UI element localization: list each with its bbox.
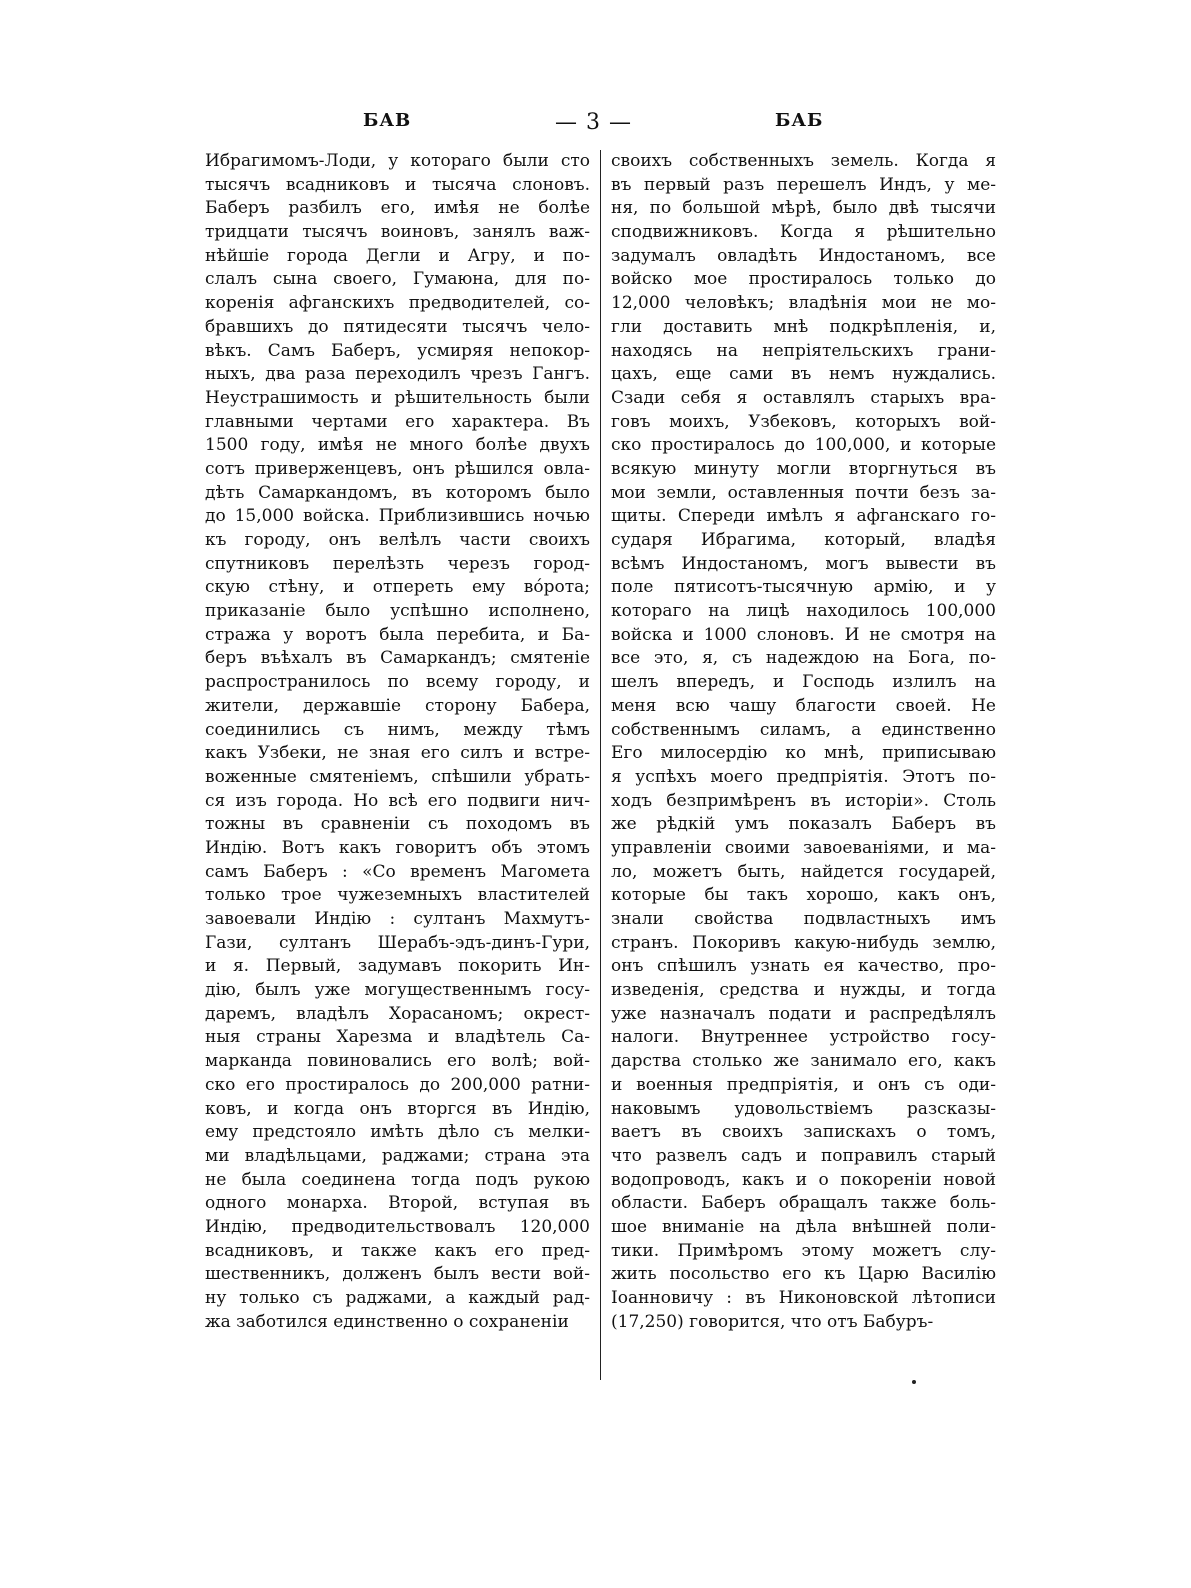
text-line: ныхъ, два раза переходилъ чрезъ Гангъ.: [205, 364, 590, 385]
text-line: дѣть Самаркандомъ, въ которомъ было: [205, 482, 590, 503]
text-line: наковымъ удовольствіемъ разсказы-: [611, 1098, 996, 1119]
text-line: налоги. Внутреннее устройство госу-: [611, 1027, 996, 1048]
text-line: самъ Баберъ : «Со временъ Магомета: [205, 861, 590, 882]
text-line: сподвижниковъ. Когда я рѣшительно: [611, 222, 996, 243]
text-line: Баберъ разбилъ его, имѣя не болѣе: [205, 198, 590, 219]
text-line: я успѣхъ моего предпріятія. Этотъ по-: [611, 766, 996, 787]
text-line: говъ моихъ, Узбековъ, которыхъ вой-: [611, 411, 996, 432]
text-line: ло, можетъ быть, найдется государей,: [611, 861, 996, 882]
text-line: онъ спѣшилъ узнать ея качество, про-: [611, 956, 996, 977]
text-line: изведенія, средства и нужды, и тогда: [611, 980, 996, 1001]
text-line: шелъ впередъ, и Господь излилъ на: [611, 672, 996, 693]
text-line: щиты. Спереди имѣлъ я афганскаго го-: [611, 506, 996, 527]
text-line: ему предстояло имѣть дѣло съ мелки-: [205, 1122, 590, 1143]
text-line: ныя страны Харезма и владѣтель Са-: [205, 1027, 590, 1048]
text-line: 12,000 человѣкъ; владѣнія мои не мо-: [611, 293, 996, 314]
text-line: Индію. Вотъ какъ говоритъ объ этомъ: [205, 837, 590, 858]
text-line: которые бы такъ хорошо, какъ онъ,: [611, 885, 996, 906]
text-line: уже назначалъ подати и распредѣлялъ: [611, 1003, 996, 1024]
text-line: скую стѣну, и отпереть ему вóрота;: [205, 577, 590, 598]
text-line: же рѣдкій умъ показалъ Баберъ въ: [611, 814, 996, 835]
text-line: Ибрагимомъ-Лоди, у котораго были сто: [205, 151, 590, 171]
text-line: ня, по большой мѣрѣ, было двѣ тысячи: [611, 198, 996, 219]
text-line: не была соединена тогда подъ рукою: [205, 1169, 590, 1190]
text-line: распространилось по всему городу, и: [205, 672, 590, 693]
text-line: какъ Узбеки, не зная его силъ и встре-: [205, 743, 590, 764]
text-line: всѣмъ Индостаномъ, могъ вывести въ: [611, 553, 996, 574]
text-line: жа заботился единственно о сохраненіи: [205, 1311, 569, 1332]
page-header: [205, 110, 995, 140]
text-line: странъ. Покоривъ какую-нибудь землю,: [611, 932, 996, 953]
text-line: жители, державшіе сторону Бабера,: [205, 695, 590, 716]
text-line: находясь на непріятельскихъ грани-: [611, 340, 996, 361]
text-line: (17,250) говорится, что отъ Бабуръ-: [611, 1311, 934, 1332]
text-line: войска и 1000 слоновъ. И не смотря на: [611, 624, 996, 645]
text-line: спутниковъ перелѣзть черезъ город-: [205, 553, 590, 574]
text-line: тожны въ сравненіи съ походомъ въ: [205, 814, 590, 835]
text-line: войско мое простиралось только до: [611, 269, 996, 290]
text-line: 1500 году, имѣя не много болѣе двухъ: [205, 435, 590, 456]
text-line: главными чертами его характера. Въ: [205, 411, 590, 432]
text-line: поле пятисотъ-тысячную армію, и у: [611, 577, 996, 598]
text-line: одного монарха. Второй, вступая въ: [205, 1193, 590, 1214]
text-columns: [205, 150, 995, 1390]
text-line: стража у воротъ была перебита, и Ба-: [205, 624, 590, 645]
text-line: управленіи своими завоеваніями, и ма-: [611, 837, 996, 858]
text-line: до 15,000 войска. Приблизившись ночью: [205, 506, 590, 527]
text-line: приказаніе было успѣшно исполнено,: [205, 601, 590, 622]
text-line: дію, былъ уже могущественнымъ госу-: [205, 980, 590, 1001]
text-line: сотъ приверженцевъ, онъ рѣшился овла-: [205, 458, 590, 479]
text-line: только трое чужеземныхъ властителей: [205, 885, 590, 906]
text-line: ско его простиралось до 200,000 ратни-: [205, 1074, 590, 1095]
text-line: области. Баберъ обращалъ также боль-: [611, 1193, 996, 1214]
text-line: котораго на лицѣ находилось 100,000: [611, 601, 996, 622]
text-line: коренія афганскихъ предводителей, со-: [205, 293, 590, 314]
text-line: собственнымъ силамъ, а единственно: [611, 719, 996, 740]
text-line: къ городу, онъ велѣлъ части своихъ: [205, 530, 590, 550]
text-line: беръ въѣхалъ въ Самаркандъ; смятеніе: [205, 648, 590, 669]
text-line: даремъ, владѣлъ Хорасаномъ; окрест-: [205, 1003, 590, 1024]
text-line: все это, я, съ надеждою на Бога, по-: [611, 648, 996, 669]
page-number: — 3 —: [555, 110, 632, 135]
text-line: всадниковъ, и также какъ его пред-: [205, 1240, 590, 1261]
text-line: ковъ, и когда онъ вторгся въ Индію,: [205, 1098, 590, 1119]
text-line: знали свойства подвластныхъ имъ: [611, 909, 996, 929]
text-line: Индію, предводительствовалъ 120,000: [205, 1216, 590, 1237]
text-line: жить посольство его къ Царю Василію: [611, 1264, 996, 1285]
text-line: своихъ собственныхъ земель. Когда я: [611, 151, 996, 171]
text-line: цахъ, еще сами въ немъ нуждались.: [611, 364, 996, 385]
text-line: задумалъ овладѣть Индостаномъ, все: [611, 245, 996, 266]
column-divider: [600, 150, 601, 1380]
text-line: Гази, султанъ Шерабъ-эдъ-динъ-Гури,: [205, 932, 590, 953]
text-line: меня всю чашу благости своей. Не: [611, 695, 996, 716]
text-line: завоевали Индію : султанъ Махмутъ-: [205, 909, 590, 929]
header-right-catchword: БАБ: [775, 110, 824, 131]
text-line: тысячъ всадниковъ и тысяча слоновъ.: [205, 174, 590, 195]
text-line: Іоанновичу : въ Никоновской лѣтописи: [611, 1288, 996, 1308]
text-line: тики. Примѣромъ этому можетъ слу-: [611, 1240, 996, 1261]
text-line: слалъ сына своего, Гумаюна, для по-: [205, 269, 590, 290]
text-line: всякую минуту могли вторгнуться въ: [611, 458, 996, 479]
text-line: водопроводъ, какъ и о покореніи новой: [611, 1169, 996, 1190]
text-line: и я. Первый, задумавъ покорить Ин-: [205, 956, 590, 977]
text-line: мои земли, оставленныя почти безъ за-: [611, 482, 996, 503]
text-line: ходъ безпримѣренъ въ исторіи». Столь: [611, 790, 996, 811]
text-line: Неустрашимость и рѣшительность были: [205, 387, 590, 408]
text-line: ся изъ города. Но всѣ его подвиги нич-: [205, 790, 590, 811]
text-line: ваетъ въ своихъ запискахъ о томъ,: [611, 1122, 996, 1143]
header-left-catchword: БАВ: [363, 110, 412, 131]
text-line: ско простиралось до 100,000, и которые: [611, 435, 996, 456]
text-line: шое вниманіе на дѣла внѣшней поли-: [611, 1216, 996, 1237]
text-line: вѣкъ. Самъ Баберъ, усмиряя непокор-: [205, 340, 590, 361]
text-line: тридцати тысячъ воиновъ, занялъ важ-: [205, 222, 590, 243]
text-line: нѣйшіе города Дегли и Агру, и по-: [205, 245, 590, 266]
text-line: бравшихъ до пятидесяти тысячъ чело-: [205, 316, 590, 337]
text-line: воженные смятеніемъ, спѣшили убрать-: [205, 766, 590, 787]
text-line: соединились съ нимъ, между тѣмъ: [205, 719, 590, 740]
text-line: Его милосердію ко мнѣ, приписываю: [611, 743, 996, 764]
text-line: марканда повиновались его волѣ; вой-: [205, 1051, 590, 1072]
text-line: гли доставить мнѣ подкрѣпленія, и,: [611, 316, 996, 337]
stray-dot-mark: [912, 1380, 916, 1384]
text-line: что развелъ садъ и поправилъ старый: [611, 1145, 996, 1166]
text-line: ми владѣльцами, раджами; страна эта: [205, 1145, 590, 1166]
text-line: и военныя предпріятія, и онъ съ оди-: [611, 1074, 996, 1095]
text-line: дарства столько же занимало его, какъ: [611, 1051, 996, 1072]
text-line: Сзади себя я оставлялъ старыхъ вра-: [611, 387, 996, 408]
right-column: [611, 150, 996, 1334]
text-line: сударя Ибрагима, который, владѣя: [611, 530, 996, 550]
text-line: шественникъ, долженъ былъ вести вой-: [205, 1264, 590, 1285]
text-line: въ первый разъ перешелъ Индъ, у ме-: [611, 174, 996, 195]
text-line: ну только съ раджами, а каждый рад-: [205, 1288, 590, 1308]
left-column: [205, 150, 590, 1334]
